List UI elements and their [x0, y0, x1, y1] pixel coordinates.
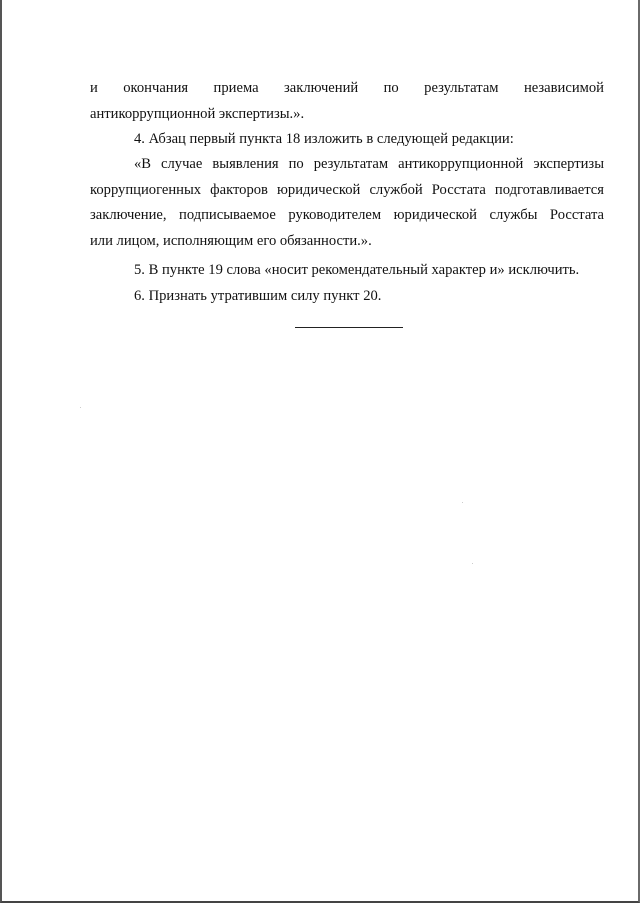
text-line: и окончания приема заключений по результатам независимой: [90, 80, 604, 96]
text-line: коррупциогенных факторов юридической службой Росстата подготавливается: [90, 181, 604, 198]
scan-speck: [462, 502, 463, 503]
text-line: 5. В пункте 19 слова «носит рекомендательный характер и» исключить.: [134, 262, 580, 278]
text-line: антикоррупционной экспертизы.».: [90, 105, 305, 122]
text-line: «В случае выявления по результатам антикоррупционной экспертизы: [134, 156, 604, 172]
scan-speck: [80, 407, 81, 408]
text-line: или лицом, исполняющим его обязанности.».: [90, 232, 372, 249]
end-of-text-rule: [295, 327, 403, 328]
text-line: 6. Признать утратившим силу пункт 20.: [134, 288, 382, 304]
text-line: 4. Абзац первый пункта 18 изложить в следующей редакции:: [134, 131, 514, 147]
paragraph-item-6: [90, 284, 604, 310]
paragraph-quoted-text: [90, 152, 604, 254]
scan-speck: [472, 563, 473, 564]
paragraph-continuation: [90, 76, 604, 127]
paragraph-item-5: [90, 258, 604, 284]
text-line: заключение, подписываемое руководителем юридической службы Росстата: [90, 207, 604, 223]
paragraph-item-4: [90, 127, 604, 153]
